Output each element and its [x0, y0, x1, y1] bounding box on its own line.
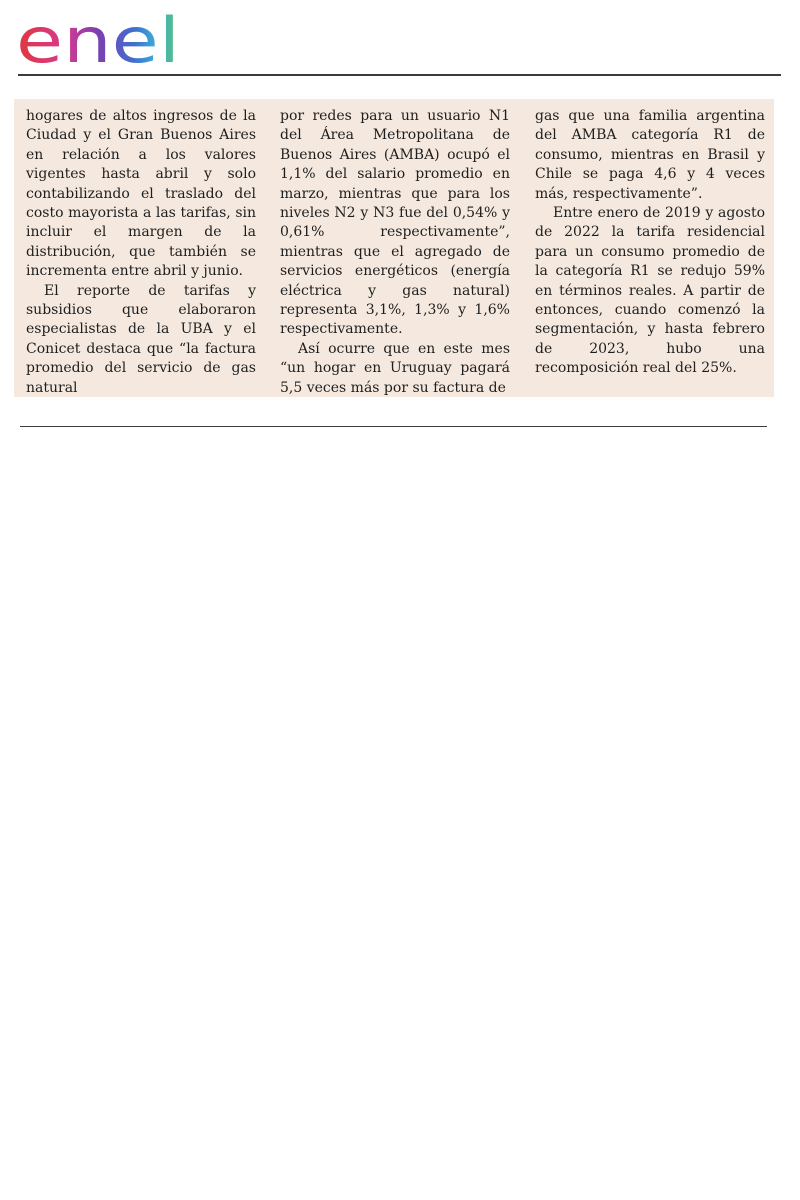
- header-divider: [18, 74, 781, 76]
- paragraph: Entre enero de 2019 y agosto de 2022 la tarifa residencial para un consumo promedio de la categoría R1 se redujo 59% en términos reales. A partir de entonces, cuando comenzó la segmentación, y hasta febrero de 2023, hubo una recomposición real del 25%.: [535, 205, 765, 377]
- paragraph: hogares de altos ingresos de la Ciudad y el Gran Buenos Aires en relación a los valores vigentes hasta abril y solo contabilizando el traslado del costo mayorista a las tarifas, sin incluir el margen de la distribución, que también se incrementa entre abril y junio.: [26, 108, 256, 280]
- paragraph: Así ocurre que en este mes “un hogar en Uruguay pagará 5,5 veces más por su factura de: [280, 340, 510, 396]
- paragraph: gas que una familia argentina del AMBA categoría R1 de consumo, mientras en Brasil y Chile se paga 4,6 y 4 veces más, respectivamente”.: [535, 108, 765, 202]
- article-column-2: [280, 107, 510, 398]
- logo-text: enel: [16, 4, 180, 70]
- footer-divider: [20, 426, 767, 427]
- paragraph: El reporte de tarifas y subsidios que elaboraron especialistas de la UBA y el Conicet destaca que “la factura promedio del servicio de gas natural: [26, 282, 256, 396]
- paragraph: por redes para un usuario N1 del Área Metropolitana de Buenos Aires (AMBA) ocupó el 1,1% del salario promedio en marzo, mientras que para los niveles N2 y N3 fue del 0,54% y 0,61% respectivamente”, mientras que el agregado de servicios energéticos (energía eléctrica y gas natural) representa 3,1%, 1,3% y 1,6% respectivamente.: [280, 108, 510, 338]
- newspaper-clipping: [14, 99, 774, 397]
- article-column-1: [26, 107, 256, 398]
- article-column-3: [535, 107, 765, 379]
- enel-logo: [16, 4, 186, 70]
